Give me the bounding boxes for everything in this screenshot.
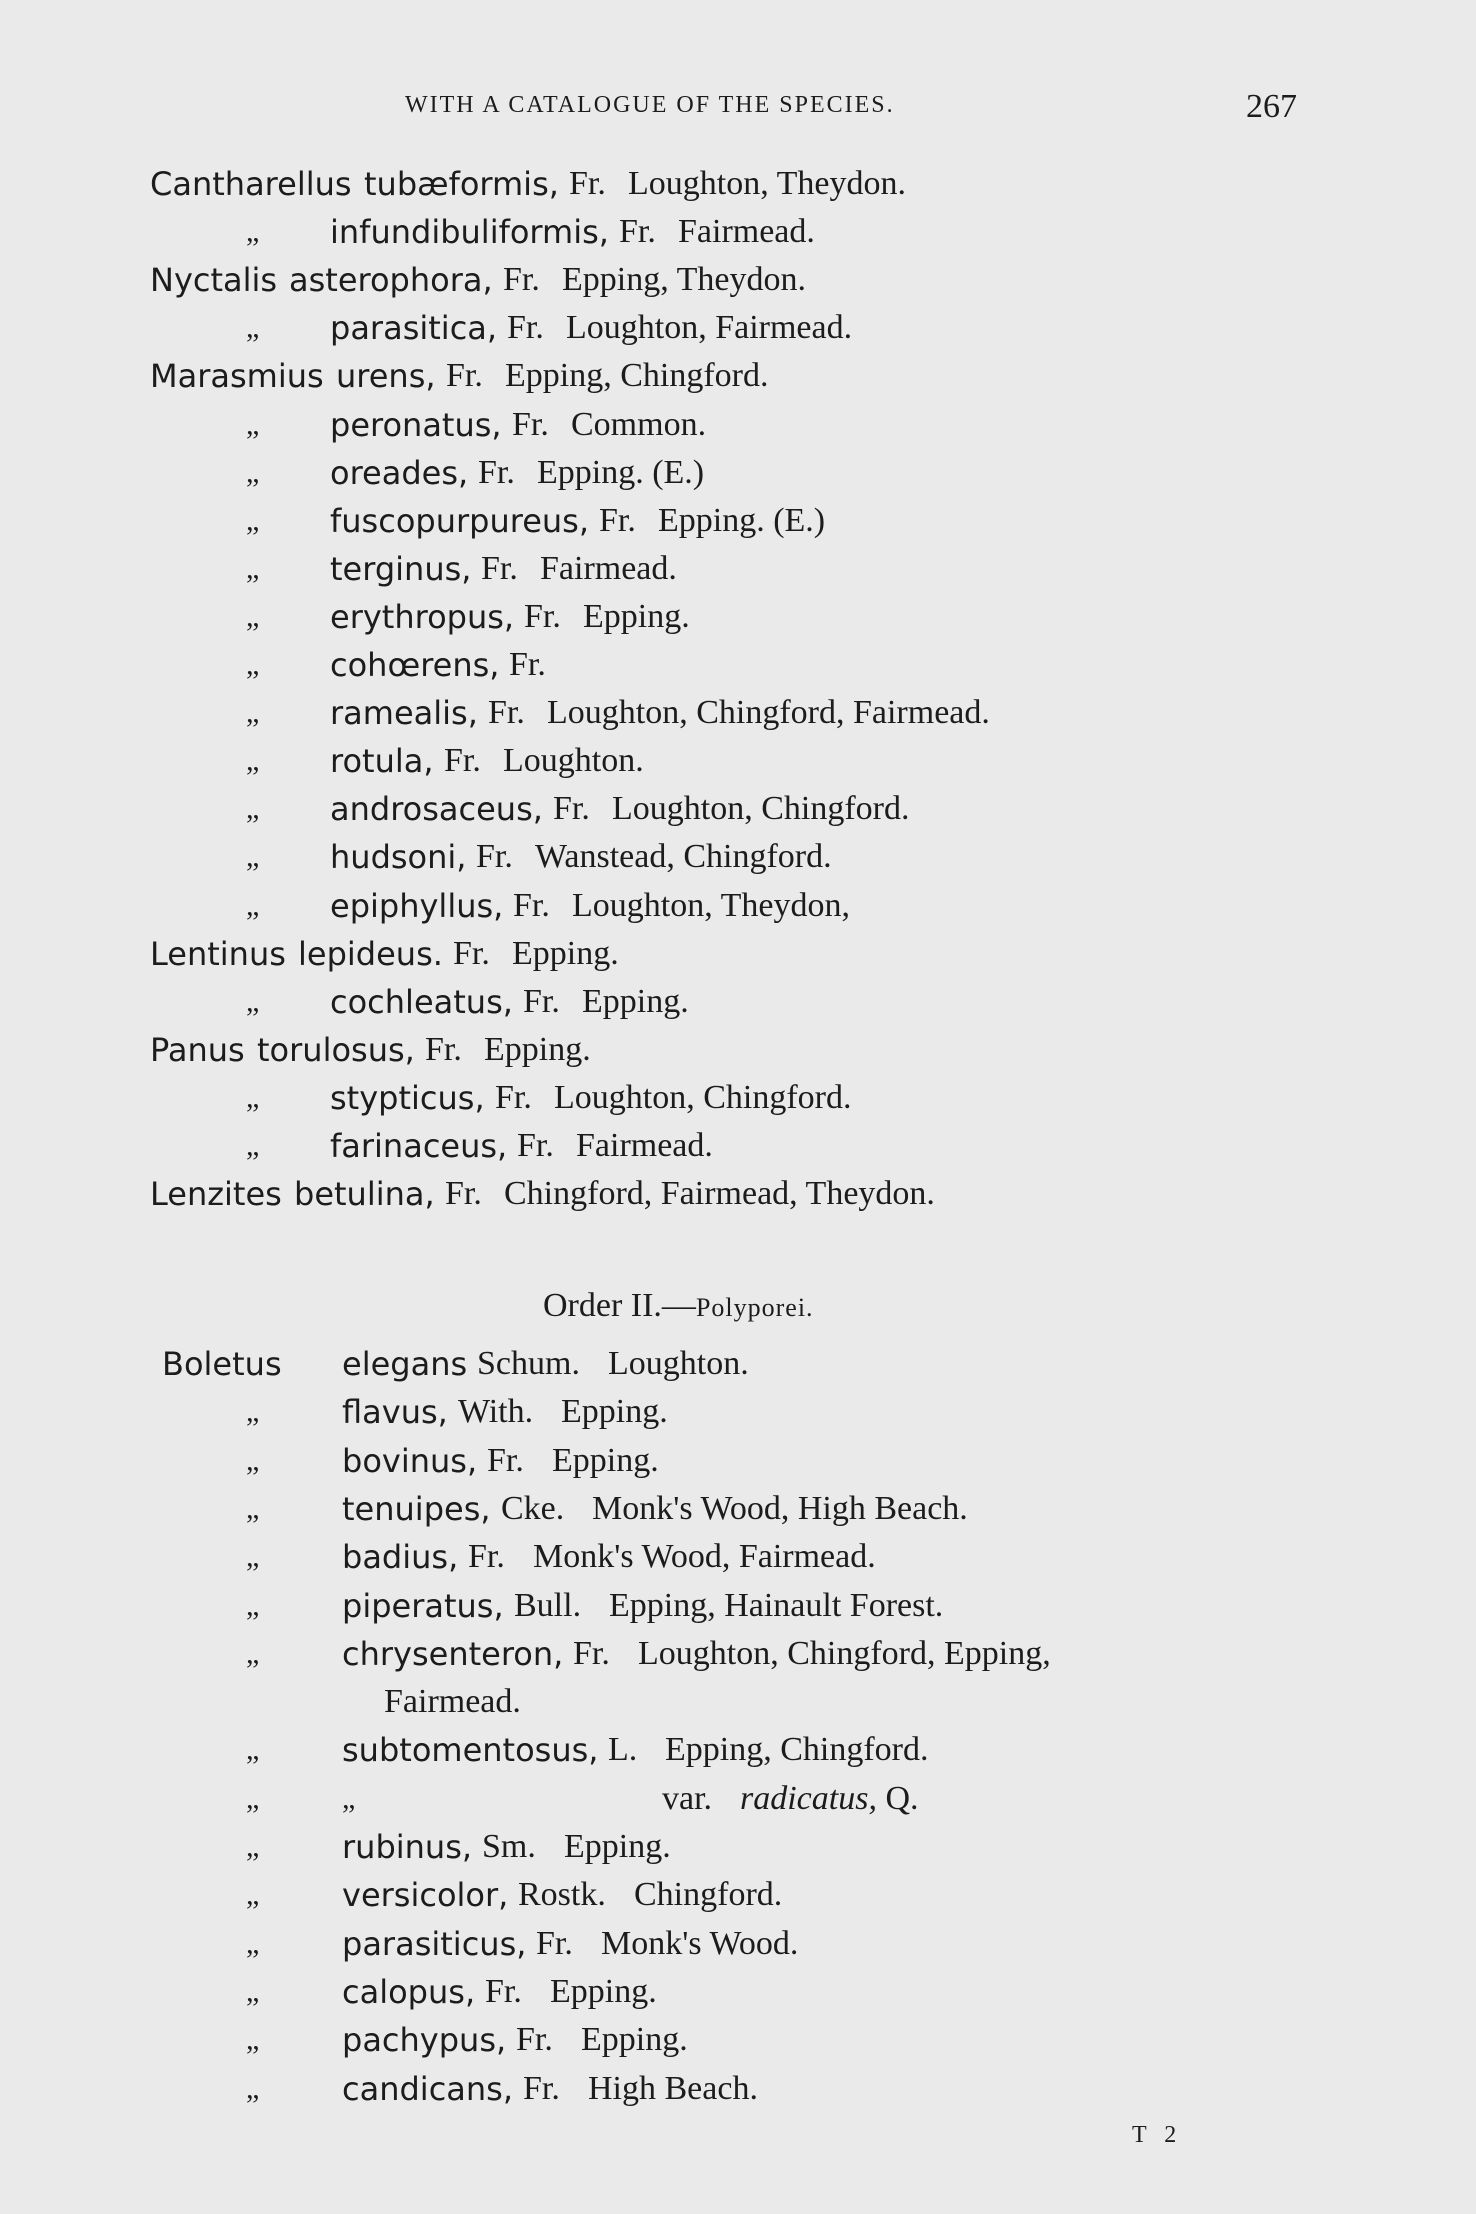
list-item bbox=[0, 401, 1476, 449]
authority: Fr. bbox=[488, 694, 525, 732]
species-name: cochleatus, bbox=[330, 982, 513, 1021]
list-item bbox=[0, 1920, 1476, 1968]
list-item bbox=[0, 1533, 1476, 1581]
authority: Fr. bbox=[513, 886, 550, 924]
list-item bbox=[0, 785, 1476, 833]
locality: High Beach. bbox=[588, 2069, 758, 2107]
locality: Loughton. bbox=[608, 1345, 749, 1382]
authority: Fr. bbox=[599, 501, 636, 539]
authority: L. bbox=[608, 1731, 638, 1769]
ditto-mark: „ bbox=[246, 407, 260, 441]
list-item bbox=[0, 1726, 1476, 1774]
authority: Fr. bbox=[573, 1634, 610, 1672]
locality: Fairmead. bbox=[678, 213, 815, 251]
ditto-mark: „ bbox=[246, 1926, 260, 1960]
authority: Fr. bbox=[453, 934, 490, 972]
genus-name: Lenzites bbox=[150, 1175, 282, 1214]
species-name: pachypus, bbox=[342, 2021, 507, 2060]
list-item bbox=[0, 737, 1476, 785]
authority: Fr. bbox=[553, 790, 590, 828]
ditto-mark: „ bbox=[246, 984, 260, 1018]
locality: Loughton, Theydon. bbox=[628, 165, 906, 202]
ditto-mark: „ bbox=[246, 888, 260, 922]
species-name: cohœrens, bbox=[330, 646, 500, 684]
list-item bbox=[0, 352, 1476, 400]
authority: Fr. bbox=[476, 838, 513, 876]
species-name: infundibuliformis, bbox=[330, 213, 609, 252]
authority: With. bbox=[458, 1393, 534, 1431]
list-item bbox=[0, 1582, 1476, 1630]
ditto-mark: „ bbox=[246, 648, 260, 681]
locality: Loughton, Theydon, bbox=[572, 886, 850, 924]
page-header bbox=[0, 88, 1476, 132]
locality: Chingford, Fairmead, Theydon. bbox=[504, 1175, 935, 1213]
locality: Epping. bbox=[564, 1828, 671, 1865]
authority: Fr. bbox=[536, 1924, 573, 1962]
authority: Fr. bbox=[523, 982, 560, 1020]
locality: Epping. bbox=[512, 934, 619, 972]
locality: Chingford. bbox=[634, 1876, 783, 1914]
authority: Fr. bbox=[512, 405, 549, 443]
ditto-mark: „ bbox=[246, 1733, 260, 1767]
species-name: elegans bbox=[342, 1345, 468, 1383]
list-item bbox=[0, 689, 1476, 737]
ditto-mark: „ bbox=[246, 551, 260, 585]
locality: radicatus, Q. bbox=[740, 1779, 919, 1817]
locality: Epping. (E.) bbox=[537, 453, 705, 491]
list-item bbox=[0, 1074, 1476, 1122]
authority: Fr. bbox=[425, 1030, 462, 1068]
species-name: rotula, bbox=[330, 742, 434, 781]
ditto-mark: „ bbox=[246, 1395, 260, 1429]
list-item bbox=[0, 449, 1476, 497]
list-item bbox=[0, 641, 1476, 689]
list-item bbox=[0, 497, 1476, 545]
authority: Fr. bbox=[468, 1538, 505, 1576]
list-item bbox=[0, 1122, 1476, 1170]
species-name: badius, bbox=[342, 1538, 459, 1577]
authority: Schum. bbox=[477, 1345, 580, 1382]
signature-mark: T 2 bbox=[1132, 2122, 1183, 2148]
genus-name: Lentinus bbox=[150, 934, 286, 973]
list-item bbox=[0, 160, 1476, 208]
species-name: betulina, bbox=[294, 1175, 435, 1214]
locality: Loughton, Chingford, Fairmead. bbox=[547, 694, 990, 732]
locality: Loughton, Fairmead. bbox=[566, 309, 853, 347]
genus-name: Marasmius bbox=[150, 357, 324, 396]
species-name: „ bbox=[342, 1781, 356, 1815]
list-item bbox=[0, 1630, 1476, 1678]
list-item bbox=[0, 1775, 1476, 1823]
species-name: parasiticus, bbox=[342, 1924, 527, 1963]
authority: Fr. bbox=[487, 1441, 524, 1479]
locality: Epping. bbox=[581, 2021, 688, 2059]
authority: Rostk. bbox=[518, 1876, 606, 1914]
list-item bbox=[0, 1026, 1476, 1074]
authority: Fr. bbox=[517, 1127, 554, 1164]
ditto-mark: „ bbox=[246, 1540, 260, 1574]
ditto-mark: „ bbox=[246, 792, 260, 826]
species-name: ramealis, bbox=[330, 694, 478, 733]
list-item bbox=[0, 1340, 1476, 1388]
species-name: tenuipes, bbox=[342, 1489, 491, 1528]
authority: Fr. bbox=[446, 357, 483, 395]
authority: Fr. bbox=[485, 1972, 522, 2010]
locality: Fairmead. bbox=[384, 1683, 521, 1721]
species-name: torulosus, bbox=[257, 1030, 415, 1069]
page-number: 267 bbox=[1246, 88, 1297, 125]
species-name: stypticus, bbox=[330, 1078, 485, 1117]
list-item bbox=[0, 1678, 1476, 1726]
species-name: erythropus, bbox=[330, 597, 515, 636]
ditto-mark: „ bbox=[246, 1491, 260, 1525]
order-heading bbox=[543, 1282, 814, 1332]
locality: Monk's Wood. bbox=[601, 1924, 799, 1962]
species-name: rubinus, bbox=[342, 1828, 473, 1866]
locality: Epping, Hainault Forest. bbox=[609, 1586, 944, 1624]
species-name: piperatus, bbox=[342, 1586, 504, 1625]
ditto-mark: „ bbox=[246, 696, 260, 730]
ditto-mark: „ bbox=[246, 1781, 260, 1815]
list-item bbox=[0, 1388, 1476, 1436]
locality: Epping. bbox=[582, 982, 689, 1020]
running-head: WITH A CATALOGUE OF THE SPECIES. bbox=[405, 92, 895, 118]
list-item bbox=[0, 1170, 1476, 1218]
locality: Epping. (E.) bbox=[658, 501, 826, 539]
locality: Epping. bbox=[583, 597, 690, 635]
locality: Epping. bbox=[561, 1393, 668, 1431]
ditto-mark: „ bbox=[246, 503, 260, 537]
list-item bbox=[0, 1437, 1476, 1485]
locality: Epping. bbox=[484, 1030, 591, 1068]
locality: Epping. bbox=[550, 1972, 657, 2010]
species-name: farinaceus, bbox=[330, 1127, 508, 1165]
list-item bbox=[0, 1871, 1476, 1919]
locality: Loughton. bbox=[503, 742, 644, 780]
genus-name: Cantharellus bbox=[150, 165, 352, 203]
species-name: terginus, bbox=[330, 549, 472, 588]
species-name: tubæformis, bbox=[364, 165, 559, 203]
list-item bbox=[0, 833, 1476, 881]
locality: Wanstead, Chingford. bbox=[535, 838, 832, 876]
list-item bbox=[0, 256, 1476, 304]
genus-name: Boletus bbox=[162, 1345, 282, 1383]
species-name: flavus, bbox=[342, 1393, 448, 1432]
locality: Loughton, Chingford. bbox=[612, 790, 910, 828]
species-name: versicolor, bbox=[342, 1876, 509, 1915]
authority: Fr. bbox=[478, 453, 515, 491]
ditto-mark: „ bbox=[246, 744, 260, 778]
locality: Monk's Wood, Fairmead. bbox=[533, 1538, 876, 1576]
ditto-mark: „ bbox=[246, 840, 260, 874]
list-item bbox=[0, 304, 1476, 352]
authority: Fr. bbox=[516, 2021, 553, 2059]
ditto-mark: „ bbox=[246, 215, 260, 249]
authority: Fr. bbox=[445, 1175, 482, 1213]
species-name: calopus, bbox=[342, 1972, 476, 2011]
locality: Monk's Wood, High Beach. bbox=[592, 1489, 968, 1527]
locality: Epping, Theydon. bbox=[562, 261, 806, 299]
authority: Fr. bbox=[444, 742, 481, 780]
authority: Fr. bbox=[481, 549, 518, 587]
list-item bbox=[0, 1485, 1476, 1533]
locality: Fairmead. bbox=[540, 549, 677, 587]
species-name: peronatus, bbox=[330, 405, 502, 444]
authority: Fr. bbox=[523, 2069, 560, 2107]
ditto-mark: „ bbox=[246, 1129, 260, 1162]
order-prefix: Order II.— bbox=[543, 1287, 696, 1324]
ditto-mark: „ bbox=[246, 1080, 260, 1114]
ditto-mark: „ bbox=[246, 599, 260, 633]
species-name: androsaceus, bbox=[330, 790, 543, 829]
list-item bbox=[0, 1823, 1476, 1871]
species-name: lepideus. bbox=[298, 934, 443, 973]
locality: Epping. bbox=[552, 1441, 659, 1479]
genus-name: Nyctalis bbox=[150, 261, 278, 300]
order-name: Polyporei. bbox=[695, 1293, 814, 1322]
authority: Fr. bbox=[524, 597, 561, 635]
species-name: candicans, bbox=[342, 2069, 514, 2108]
ditto-mark: „ bbox=[246, 2071, 260, 2105]
locality: Fairmead. bbox=[576, 1127, 713, 1164]
locality: Common. bbox=[571, 405, 707, 443]
authority: Fr. bbox=[495, 1078, 532, 1116]
species-name: chrysenteron, bbox=[342, 1634, 564, 1673]
authority: Fr. bbox=[507, 309, 544, 347]
locality: Loughton, Chingford, Epping, bbox=[638, 1634, 1051, 1672]
genus-name: Panus bbox=[150, 1030, 245, 1069]
ditto-mark: „ bbox=[246, 311, 260, 345]
list-item bbox=[0, 1968, 1476, 2016]
authority: Fr. bbox=[619, 213, 656, 251]
species-name: subtomentosus, bbox=[342, 1731, 599, 1770]
species-name: oreades, bbox=[330, 453, 469, 492]
authority: var. bbox=[662, 1779, 713, 1817]
species-name: hudsoni, bbox=[330, 838, 467, 877]
species-name: asterophora, bbox=[289, 261, 493, 300]
species-name: urens, bbox=[336, 357, 436, 396]
list-item bbox=[0, 593, 1476, 641]
list-item bbox=[0, 882, 1476, 930]
authority: Fr. bbox=[509, 646, 546, 683]
authority: Cke. bbox=[501, 1489, 565, 1527]
locality: Epping, Chingford. bbox=[505, 357, 769, 395]
species-name: bovinus, bbox=[342, 1441, 478, 1480]
ditto-mark: „ bbox=[246, 1974, 260, 2008]
list-item bbox=[0, 930, 1476, 978]
ditto-mark: „ bbox=[246, 1878, 260, 1912]
authority: Bull. bbox=[514, 1586, 582, 1624]
locality: Epping, Chingford. bbox=[665, 1731, 929, 1769]
list-item bbox=[0, 2016, 1476, 2064]
ditto-mark: „ bbox=[246, 1636, 260, 1670]
list-item bbox=[0, 208, 1476, 256]
ditto-mark: „ bbox=[246, 455, 260, 489]
ditto-mark: „ bbox=[246, 1830, 260, 1863]
species-name: parasitica, bbox=[330, 309, 498, 348]
ditto-mark: „ bbox=[246, 1443, 260, 1477]
species-name: fuscopurpureus, bbox=[330, 501, 589, 540]
authority: Sm. bbox=[482, 1828, 536, 1865]
list-item bbox=[0, 2065, 1476, 2113]
species-name: epiphyllus, bbox=[330, 886, 504, 925]
list-item bbox=[0, 545, 1476, 593]
locality: Loughton, Chingford. bbox=[554, 1078, 852, 1116]
list-item bbox=[0, 978, 1476, 1026]
authority: Fr. bbox=[503, 261, 540, 299]
ditto-mark: „ bbox=[246, 2023, 260, 2057]
ditto-mark: „ bbox=[246, 1588, 260, 1622]
authority: Fr. bbox=[569, 165, 606, 202]
